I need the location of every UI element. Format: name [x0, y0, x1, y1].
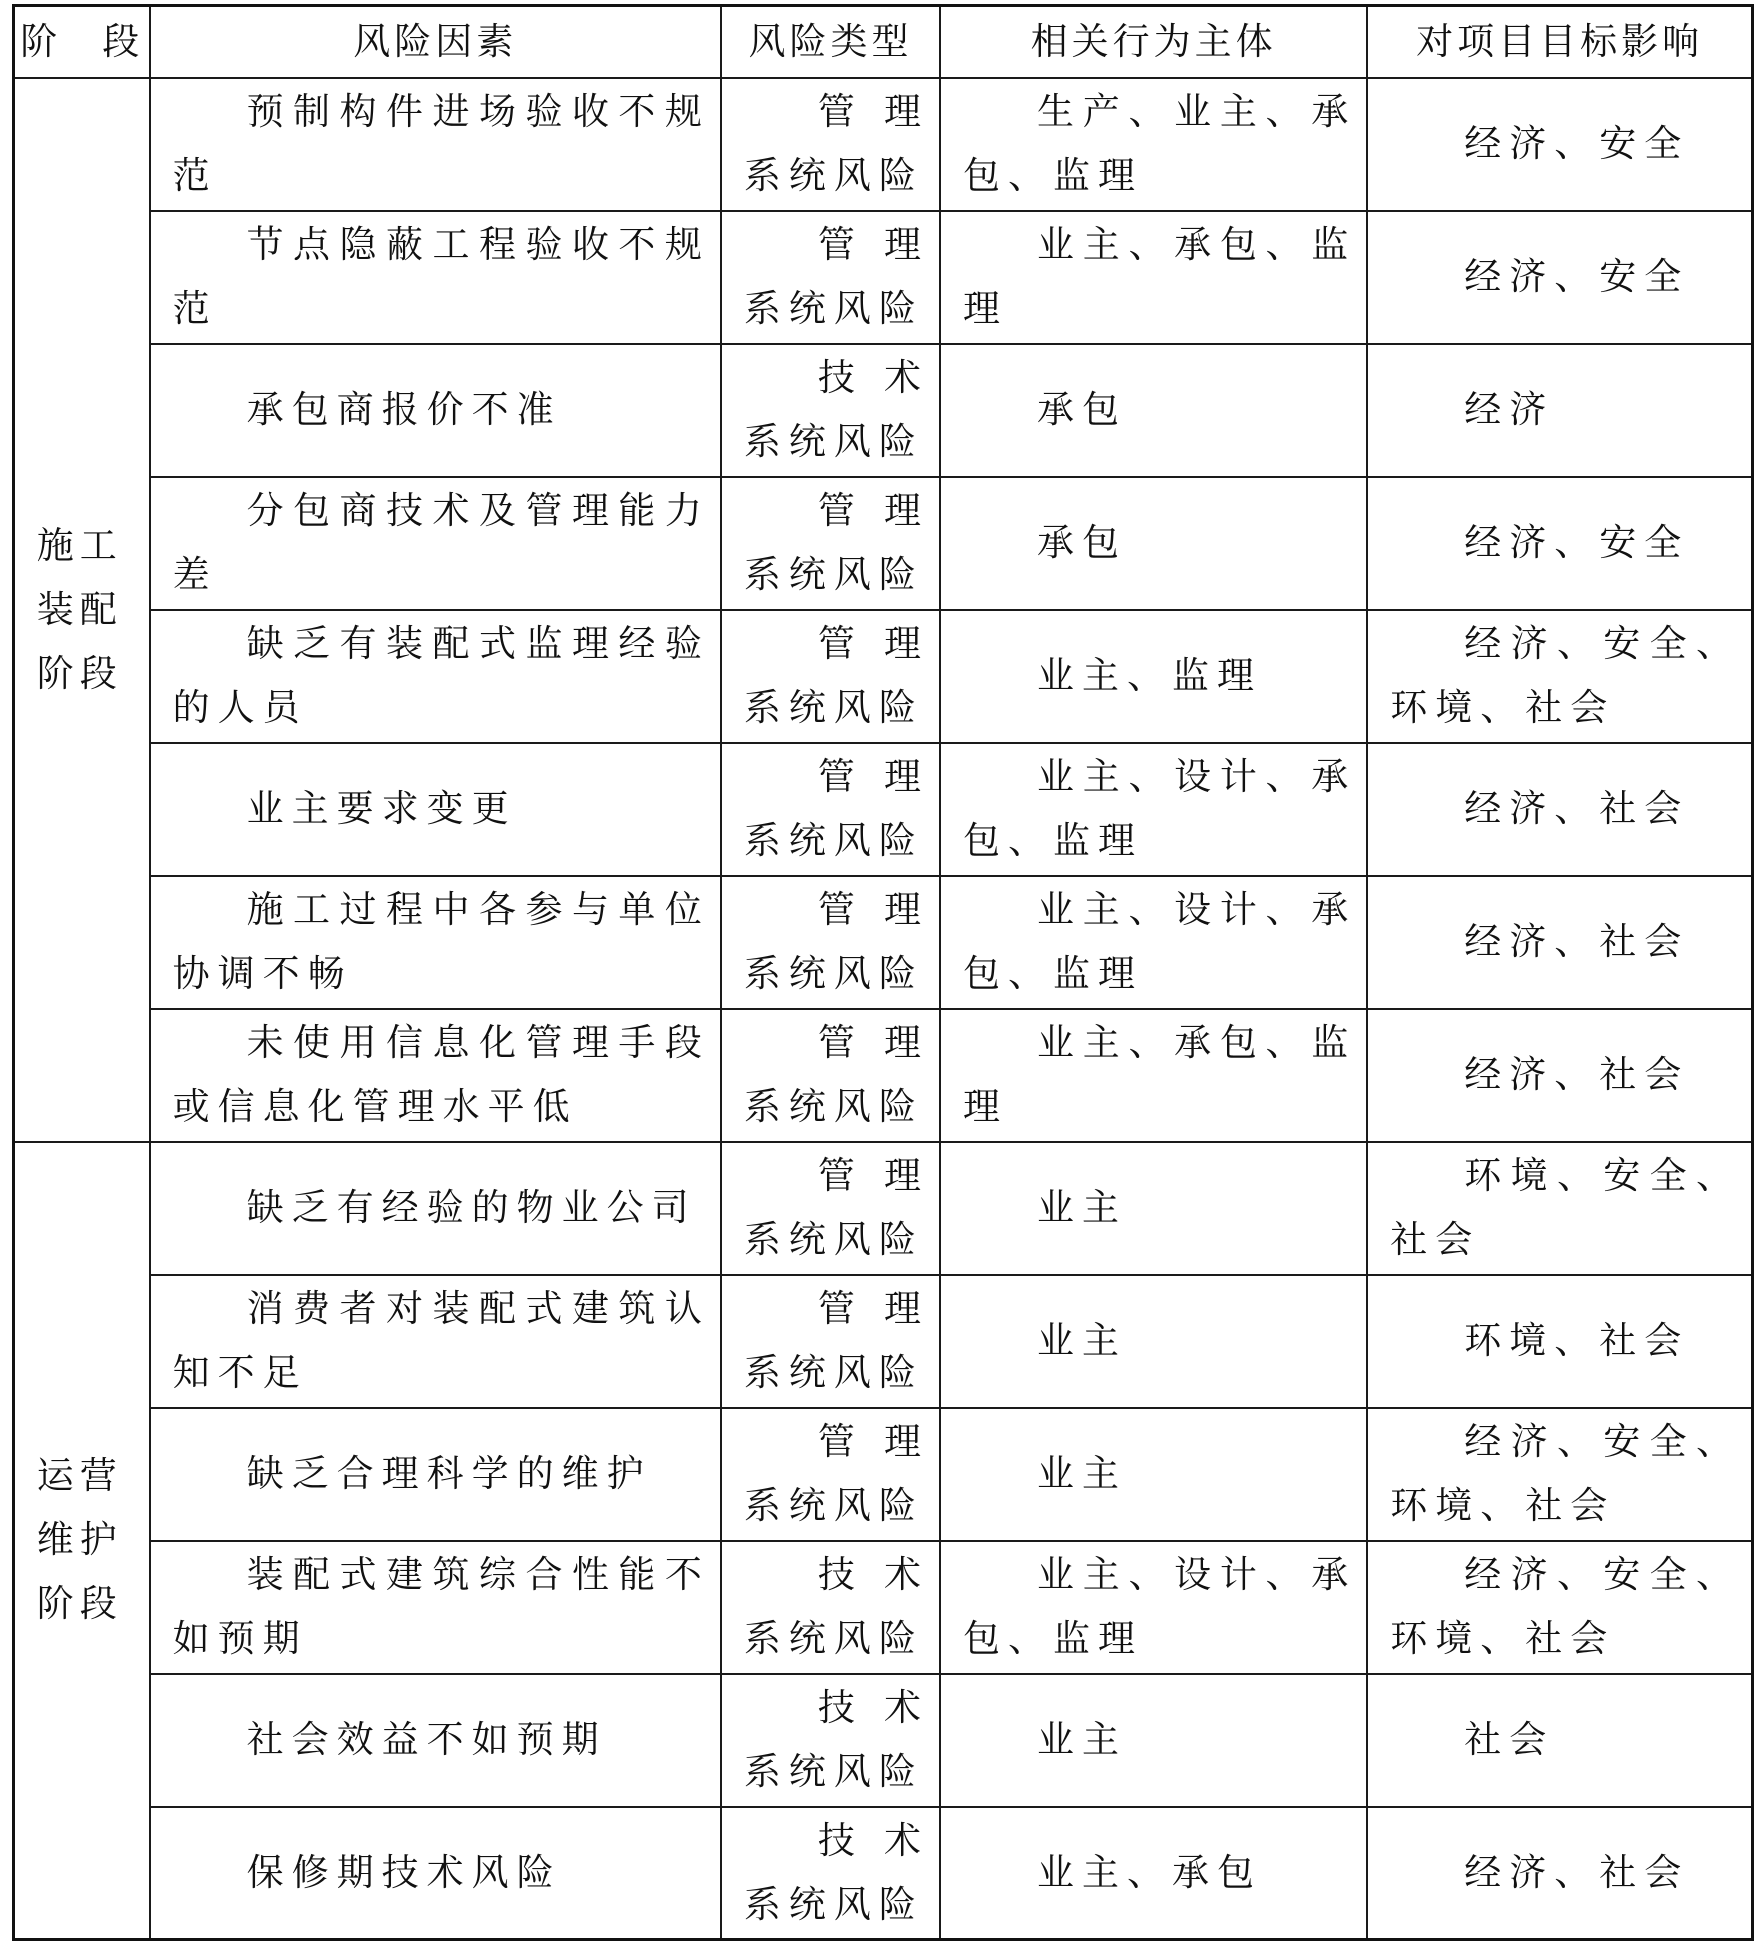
impact-cell: 经济、安全	[1367, 211, 1752, 344]
type-cell: 管理系统风险	[721, 1142, 940, 1275]
table-row	[14, 1807, 1753, 1940]
stage-cell	[14, 1142, 150, 1940]
impact-cell: 经济、安全、环境、社会	[1367, 1408, 1752, 1541]
impact-cell: 经济、社会	[1367, 876, 1752, 1009]
type-cell: 管理系统风险	[721, 1009, 940, 1142]
stage-label: 运营维护阶段	[36, 1454, 123, 1626]
factor-cell: 未使用信息化管理手段或信息化管理水平低	[150, 1009, 721, 1142]
risk-table	[12, 4, 1754, 1941]
actor-cell: 业主	[940, 1275, 1367, 1408]
type-cell: 技术系统风险	[721, 344, 940, 477]
factor-cell: 缺乏合理科学的维护	[150, 1408, 721, 1541]
factor-cell: 业主要求变更	[150, 743, 721, 876]
impact-cell: 经济、社会	[1367, 1009, 1752, 1142]
actor-cell: 生产、业主、承包、监理	[940, 78, 1367, 211]
type-cell: 管理系统风险	[721, 1275, 940, 1408]
actor-cell: 承包	[940, 344, 1367, 477]
factor-cell: 社会效益不如预期	[150, 1674, 721, 1807]
actor-cell: 业主、监理	[940, 610, 1367, 743]
factor-cell: 分包商技术及管理能力差	[150, 477, 721, 610]
actor-cell: 业主、设计、承包、监理	[940, 876, 1367, 1009]
type-cell: 技术系统风险	[721, 1807, 940, 1940]
type-cell: 管理系统风险	[721, 1408, 940, 1541]
table-row	[14, 876, 1753, 1009]
type-cell: 管理系统风险	[721, 610, 940, 743]
impact-cell: 经济、安全、环境、社会	[1367, 1541, 1752, 1674]
header-row	[14, 6, 1753, 78]
table-row	[14, 1541, 1753, 1674]
actor-cell: 业主、承包	[940, 1807, 1367, 1940]
type-cell: 管理系统风险	[721, 477, 940, 610]
actor-cell: 业主	[940, 1674, 1367, 1807]
table-row	[14, 1408, 1753, 1541]
factor-cell: 保修期技术风险	[150, 1807, 721, 1940]
impact-cell: 社会	[1367, 1674, 1752, 1807]
actor-cell: 业主、设计、承包、监理	[940, 1541, 1367, 1674]
type-cell: 技术系统风险	[721, 1541, 940, 1674]
type-cell: 管理系统风险	[721, 743, 940, 876]
impact-cell: 经济、社会	[1367, 1807, 1752, 1940]
actor-cell: 业主、承包、监理	[940, 211, 1367, 344]
factor-cell: 施工过程中各参与单位协调不畅	[150, 876, 721, 1009]
impact-cell: 环境、社会	[1367, 1275, 1752, 1408]
table-row	[14, 477, 1753, 610]
table-row	[14, 1142, 1753, 1275]
header-impact: 对项目目标影响	[1367, 6, 1752, 78]
header-actor: 相关行为主体	[940, 6, 1367, 78]
factor-cell: 缺乏有经验的物业公司	[150, 1142, 721, 1275]
header-stage: 阶 段	[14, 6, 150, 78]
actor-cell: 业主、承包、监理	[940, 1009, 1367, 1142]
actor-cell: 承包	[940, 477, 1367, 610]
table-row	[14, 743, 1753, 876]
impact-cell: 经济、社会	[1367, 743, 1752, 876]
table-body	[14, 78, 1753, 1940]
impact-cell: 经济、安全	[1367, 477, 1752, 610]
actor-cell: 业主	[940, 1408, 1367, 1541]
impact-cell: 经济	[1367, 344, 1752, 477]
factor-cell: 缺乏有装配式监理经验的人员	[150, 610, 721, 743]
header-type: 风险类型	[721, 6, 940, 78]
type-cell: 管理系统风险	[721, 78, 940, 211]
stage-label: 施工装配阶段	[36, 523, 123, 695]
actor-cell: 业主、设计、承包、监理	[940, 743, 1367, 876]
factor-cell: 承包商报价不准	[150, 344, 721, 477]
impact-cell: 经济、安全、环境、社会	[1367, 610, 1752, 743]
table-row	[14, 211, 1753, 344]
table-row	[14, 610, 1753, 743]
table-row	[14, 1275, 1753, 1408]
factor-cell: 预制构件进场验收不规范	[150, 78, 721, 211]
actor-cell: 业主	[940, 1142, 1367, 1275]
impact-cell: 环境、安全、社会	[1367, 1142, 1752, 1275]
impact-cell: 经济、安全	[1367, 78, 1752, 211]
table-row	[14, 1009, 1753, 1142]
stage-cell	[14, 78, 150, 1142]
type-cell: 管理系统风险	[721, 876, 940, 1009]
type-cell: 技术系统风险	[721, 1674, 940, 1807]
factor-cell: 节点隐蔽工程验收不规范	[150, 211, 721, 344]
type-cell: 管理系统风险	[721, 211, 940, 344]
table-row	[14, 1674, 1753, 1807]
header-factor: 风险因素	[150, 6, 721, 78]
factor-cell: 消费者对装配式建筑认知不足	[150, 1275, 721, 1408]
table-row	[14, 344, 1753, 477]
table-row	[14, 78, 1753, 211]
factor-cell: 装配式建筑综合性能不如预期	[150, 1541, 721, 1674]
